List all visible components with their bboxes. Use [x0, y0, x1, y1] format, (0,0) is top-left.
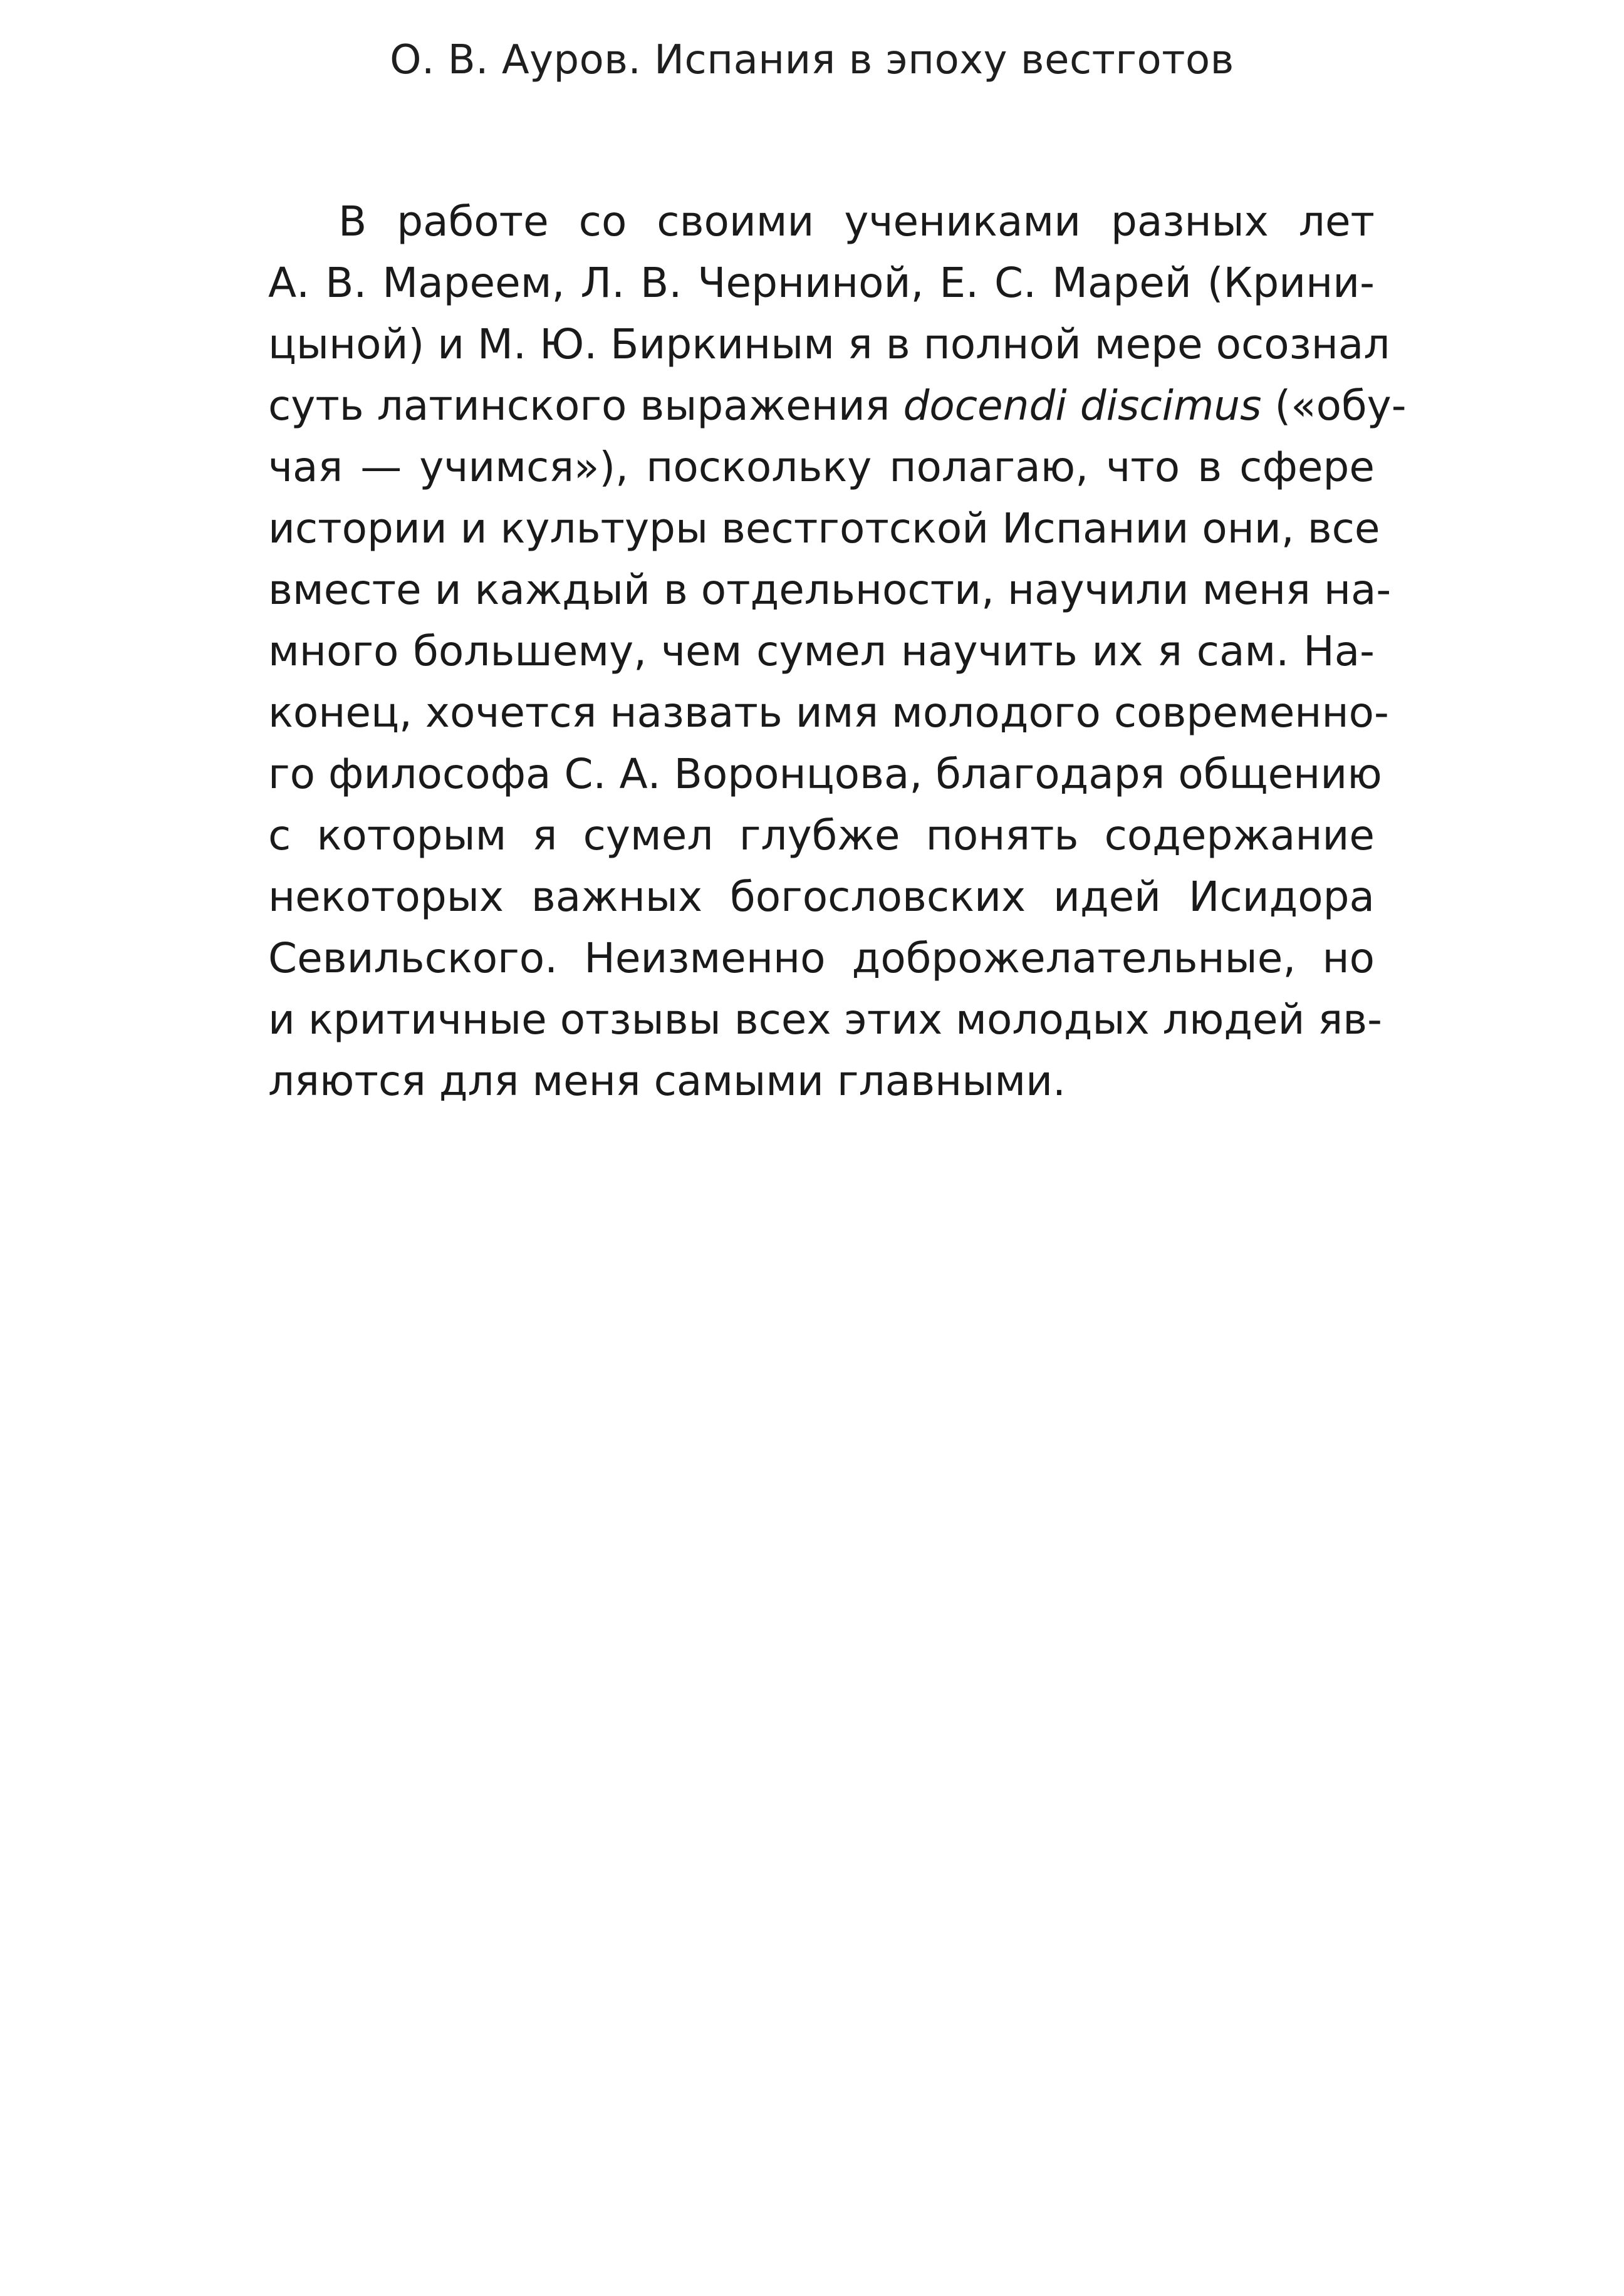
text-line — [268, 682, 1389, 744]
text-run: А. В. Мареем, Л. В. Черниной, Е. С. Марей (Крини- — [268, 259, 1375, 307]
text-line — [268, 1051, 1375, 1112]
text-run: суть латинского выражения — [268, 382, 903, 430]
text-run: вместе и каждый в отдельности, научили меня на- — [268, 566, 1392, 614]
text-run: го философа С. А. Воронцова, благодаря общению — [268, 750, 1382, 798]
text-line — [268, 805, 1375, 866]
text-run: истории и культуры вестготской Испании они, все — [268, 504, 1380, 553]
body-paragraph — [268, 191, 1407, 1112]
text-run: много большему, чем сумел научить их я сам. На- — [268, 627, 1375, 675]
text-run: конец, хочется назвать имя молодого современно- — [268, 688, 1389, 737]
text-line — [268, 559, 1392, 621]
text-run: цыной) и М. Ю. Биркиным я в полной мере осознал — [268, 320, 1390, 368]
text-line — [268, 866, 1375, 928]
italic-phrase: docendi discimus — [903, 382, 1262, 430]
text-line — [268, 928, 1375, 989]
text-line — [268, 621, 1375, 682]
text-line — [268, 989, 1382, 1051]
text-line — [268, 375, 1407, 437]
text-line — [268, 314, 1390, 375]
text-line — [268, 252, 1375, 314]
running-header: О. В. Ауров. Испания в эпоху вестготов — [390, 37, 1234, 83]
text-run: с которым я сумел глубже понять содержание — [268, 811, 1375, 860]
text-run: («обу- — [1261, 382, 1407, 430]
text-run: В работе со своими учениками разных лет — [338, 197, 1375, 246]
text-run: и критичные отзывы всех этих молодых людей яв- — [268, 995, 1382, 1044]
text-line — [268, 498, 1380, 559]
text-run: ляются для меня самыми главными. — [268, 1057, 1066, 1105]
text-run: некоторых важных богословских идей Исидора — [268, 873, 1375, 921]
text-line — [268, 191, 1375, 252]
text-line — [268, 437, 1375, 498]
text-line — [268, 744, 1382, 805]
text-run: Севильского. Неизменно доброжелательные, но — [268, 934, 1375, 982]
text-run: чая — учимся»), поскольку полагаю, что в сфере — [268, 443, 1375, 491]
